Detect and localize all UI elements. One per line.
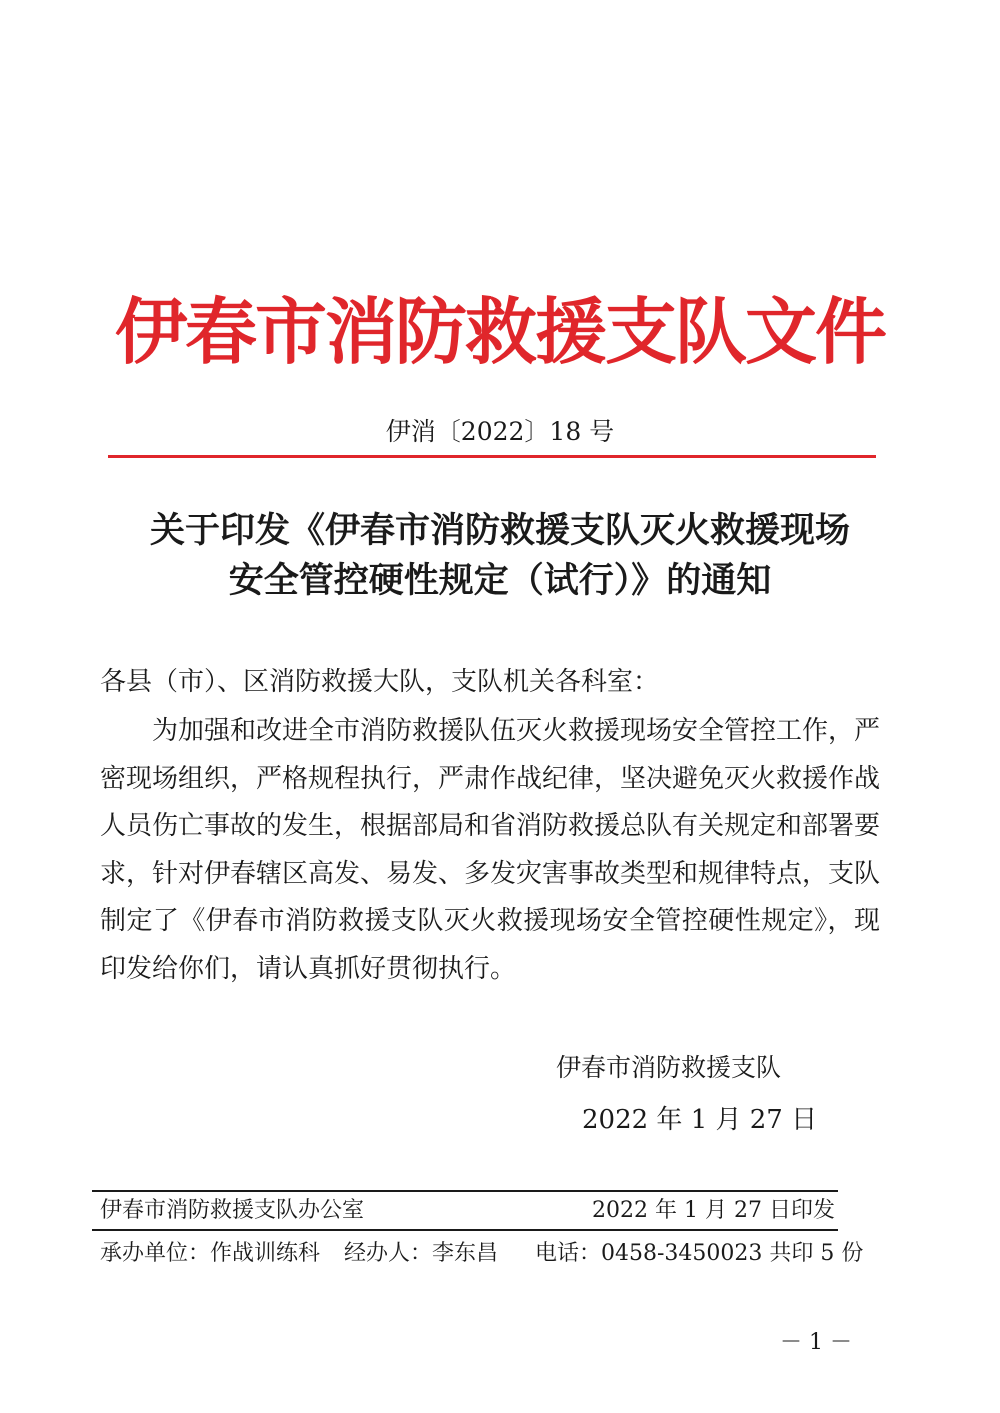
footer-divider-bottom	[92, 1229, 838, 1231]
footer-divider-top	[92, 1190, 838, 1192]
red-divider	[108, 455, 876, 458]
page-number: － 1 －	[780, 1330, 852, 1355]
footer-phone-copies: 电话：0458-3450023 共印 5 份	[535, 1241, 864, 1266]
notice-title-line-2: 安全管控硬性规定（试行）》的通知	[228, 561, 772, 601]
document-number: 伊消〔2022〕18 号	[385, 417, 615, 446]
footer-handler: 经办人：李东昌	[344, 1241, 499, 1266]
notice-title-line-1: 关于印发《伊春市消防救援支队灭火救援现场	[149, 511, 850, 551]
signature-org: 伊春市消防救援支队	[556, 1053, 782, 1082]
addressee: 各县（市）、区消防救援大队，支队机关各科室：	[100, 667, 660, 697]
footer-issuing-office: 伊春市消防救援支队办公室	[100, 1198, 365, 1223]
footer-issue-date: 2022 年 1 月 27 日印发	[592, 1198, 835, 1223]
signature-date: 2022 年 1 月 27 日	[582, 1105, 818, 1135]
document-header-title: 伊春市消防救援支队文件	[114, 290, 885, 374]
footer-responsible-dept: 承办单位：作战训练科	[100, 1241, 321, 1266]
body-paragraph: 为加强和改进全市消防救援队伍灭火救援现场安全管控工作，严密现场组织，严格规程执行，严肃作战纪律，坚决避免灭火救援作战人员伤亡事故的发生，根据部局和省消防救援总队有关规定和部署要求，针对伊春辖区高发、易发、多发灾害事故类型和规律特点，支队制定了《伊春市消防救援支队灭火救援现场安全管控硬性规定》，现印发给你们，请认真抓好贯彻执行。	[100, 716, 881, 984]
